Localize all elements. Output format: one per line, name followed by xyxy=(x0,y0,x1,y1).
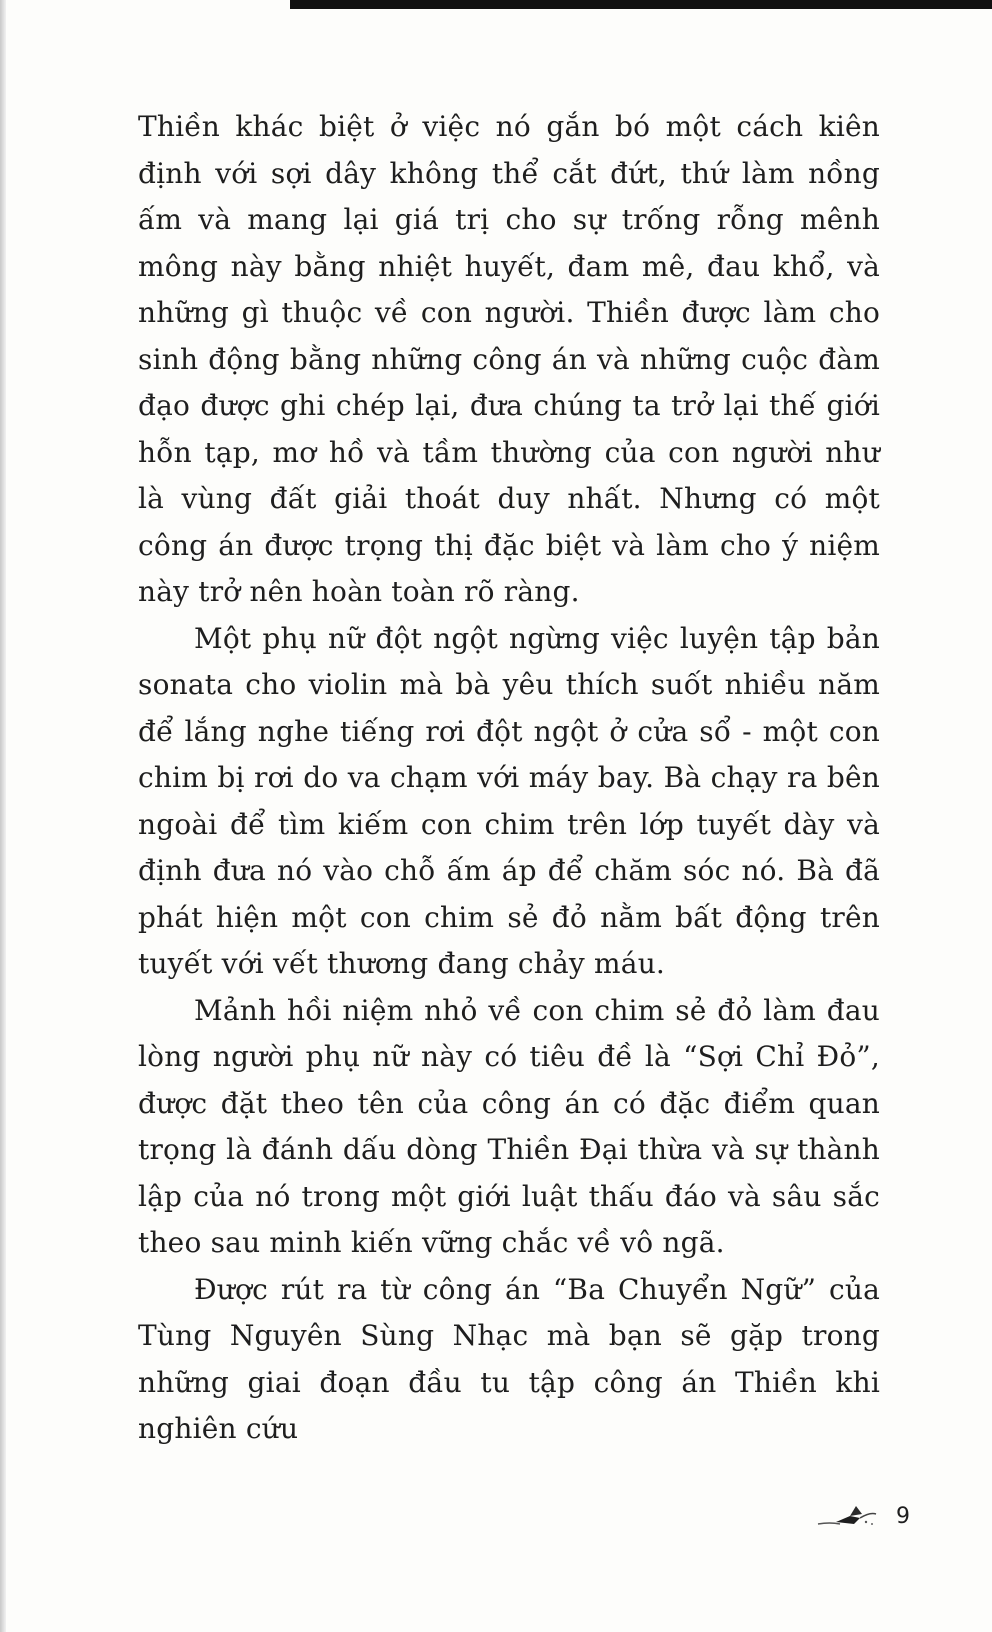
paragraph-1: Thiền khác biệt ở việc nó gắn bó một cách kiên định với sợi dây không thể cắt đứt, thứ làm nồng ấm và mang lại giá trị cho sự trống rỗng mênh mông này bằng nhiệt huyết, đam mê, đau khổ, và những gì thuộc về con người. Thiền được làm cho sinh động bằng những công án và những cuộc đàm đạo được ghi chép lại, đưa chúng ta trở lại thế giới hỗn tạp, mơ hồ và tầm thường của con người như là vùng đất giải thoát duy nhất. Nhưng có một công án được trọng thị đặc biệt và làm cho ý niệm này trở nên hoàn toàn rõ ràng. xyxy=(138,110,880,608)
paragraph-2: Một phụ nữ đột ngột ngừng việc luyện tập bản sonata cho violin mà bà yêu thích suốt nhiều năm để lắng nghe tiếng rơi đột ngột ở cửa sổ - một con chim bị rơi do va chạm với máy bay. Bà chạy ra bên ngoài để tìm kiếm con chim trên lớp tuyết dày và định đưa nó vào chỗ ấm áp để chăm sóc nó. Bà đã phát hiện một con chim sẻ đỏ nằm bất động trên tuyết với vết thương đang chảy máu. xyxy=(138,621,880,980)
body-text xyxy=(138,104,880,1453)
page-footer xyxy=(800,1496,910,1536)
paragraph-4: Được rút ra từ công án “Ba Chuyển Ngữ” của Tùng Nguyên Sùng Nhạc mà bạn sẽ gặp trong những giai đoạn đầu tu tập công án Thiền khi nghiên cứu xyxy=(138,1272,880,1445)
page-number: 9 xyxy=(896,1503,910,1529)
paragraph-3: Mảnh hồi niệm nhỏ về con chim sẻ đỏ làm đau lòng người phụ nữ này có tiêu đề là “Sợi Chỉ Đỏ”, được đặt theo tên của công án có đặc điểm quan trọng là đánh dấu dòng Thiền Đại thừa và sự thành lập của nó trong một giới luật thấu đáo và sâu sắc theo sau minh kiến vững chắc về vô ngã. xyxy=(138,993,880,1259)
bird-ornament-icon xyxy=(816,1500,886,1532)
header-rule xyxy=(290,0,992,9)
page-binding-edge xyxy=(0,0,6,1632)
